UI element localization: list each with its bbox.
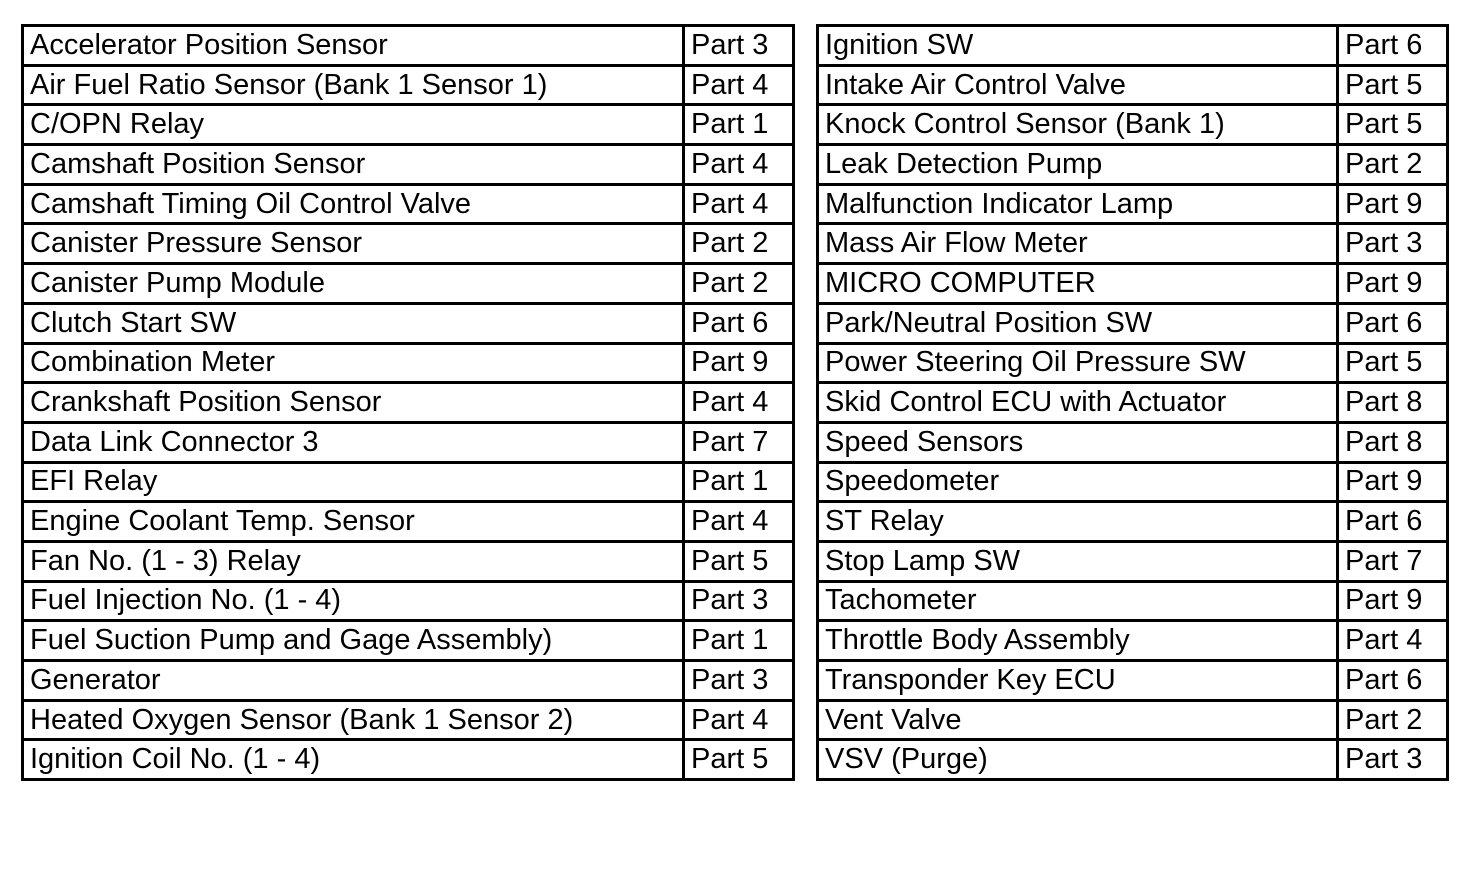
part-reference-cell: Part 1 [684, 462, 794, 502]
component-name-cell: Camshaft Timing Oil Control Valve [23, 184, 684, 224]
table-row [818, 462, 1448, 502]
component-name-cell: Air Fuel Ratio Sensor (Bank 1 Sensor 1) [23, 65, 684, 105]
component-name-cell: Mass Air Flow Meter [818, 224, 1338, 264]
table-row [818, 105, 1448, 145]
table-row [818, 661, 1448, 701]
part-reference-cell: Part 6 [1338, 303, 1448, 343]
component-name-cell: Camshaft Position Sensor [23, 145, 684, 185]
table-row [818, 184, 1448, 224]
part-reference-cell: Part 5 [684, 740, 794, 780]
part-reference-cell: Part 5 [1338, 343, 1448, 383]
table-row [818, 343, 1448, 383]
component-name-cell: Skid Control ECU with Actuator [818, 383, 1338, 423]
component-name-cell: Engine Coolant Temp. Sensor [23, 502, 684, 542]
table-row [23, 422, 794, 462]
part-reference-cell: Part 2 [1338, 700, 1448, 740]
part-reference-cell: Part 3 [684, 581, 794, 621]
component-name-cell: Accelerator Position Sensor [23, 26, 684, 66]
part-reference-cell: Part 5 [1338, 65, 1448, 105]
table-row [23, 264, 794, 304]
component-name-cell: Speed Sensors [818, 422, 1338, 462]
table-row [23, 462, 794, 502]
part-reference-cell: Part 4 [1338, 621, 1448, 661]
component-name-cell: Power Steering Oil Pressure SW [818, 343, 1338, 383]
table-row [23, 661, 794, 701]
component-name-cell: Ignition SW [818, 26, 1338, 66]
component-index-table-right [816, 24, 1449, 781]
component-name-cell: C/OPN Relay [23, 105, 684, 145]
table-row [23, 383, 794, 423]
part-reference-cell: Part 7 [1338, 541, 1448, 581]
component-name-cell: Park/Neutral Position SW [818, 303, 1338, 343]
table-row [23, 65, 794, 105]
table-row [23, 303, 794, 343]
component-index-table-left [21, 24, 795, 781]
component-name-cell: Ignition Coil No. (1 - 4) [23, 740, 684, 780]
part-reference-cell: Part 4 [684, 502, 794, 542]
part-reference-cell: Part 9 [684, 343, 794, 383]
table-left-body [23, 26, 794, 780]
part-reference-cell: Part 3 [1338, 224, 1448, 264]
component-name-cell: Transponder Key ECU [818, 661, 1338, 701]
part-reference-cell: Part 2 [1338, 145, 1448, 185]
component-name-cell: Crankshaft Position Sensor [23, 383, 684, 423]
table-row [818, 224, 1448, 264]
part-reference-cell: Part 3 [684, 26, 794, 66]
part-reference-cell: Part 4 [684, 184, 794, 224]
table-row [818, 26, 1448, 66]
table-row [23, 581, 794, 621]
part-reference-cell: Part 8 [1338, 422, 1448, 462]
component-name-cell: Fuel Injection No. (1 - 4) [23, 581, 684, 621]
component-name-cell: Throttle Body Assembly [818, 621, 1338, 661]
component-name-cell: ST Relay [818, 502, 1338, 542]
table-row [818, 621, 1448, 661]
part-reference-cell: Part 6 [684, 303, 794, 343]
table-row [818, 502, 1448, 542]
table-row [23, 184, 794, 224]
table-row [23, 740, 794, 780]
table-right-body [818, 26, 1448, 780]
component-name-cell: Leak Detection Pump [818, 145, 1338, 185]
component-name-cell: Intake Air Control Valve [818, 65, 1338, 105]
component-name-cell: Tachometer [818, 581, 1338, 621]
table-row [23, 700, 794, 740]
table-row [818, 145, 1448, 185]
table-row [818, 383, 1448, 423]
component-name-cell: Vent Valve [818, 700, 1338, 740]
table-row [23, 145, 794, 185]
part-reference-cell: Part 1 [684, 621, 794, 661]
part-reference-cell: Part 5 [1338, 105, 1448, 145]
component-name-cell: Knock Control Sensor (Bank 1) [818, 105, 1338, 145]
component-name-cell: Generator [23, 661, 684, 701]
part-reference-cell: Part 5 [684, 541, 794, 581]
table-row [23, 621, 794, 661]
component-name-cell: Combination Meter [23, 343, 684, 383]
component-name-cell: MICRO COMPUTER [818, 264, 1338, 304]
part-reference-cell: Part 6 [1338, 502, 1448, 542]
table-row [818, 264, 1448, 304]
part-reference-cell: Part 7 [684, 422, 794, 462]
part-reference-cell: Part 6 [1338, 26, 1448, 66]
component-name-cell: Speedometer [818, 462, 1338, 502]
table-row [23, 343, 794, 383]
table-row [818, 65, 1448, 105]
table-row [818, 740, 1448, 780]
part-reference-cell: Part 9 [1338, 462, 1448, 502]
table-row [23, 541, 794, 581]
table-row [818, 700, 1448, 740]
part-reference-cell: Part 8 [1338, 383, 1448, 423]
component-name-cell: Malfunction Indicator Lamp [818, 184, 1338, 224]
part-reference-cell: Part 4 [684, 383, 794, 423]
table-row [818, 581, 1448, 621]
table-row [23, 224, 794, 264]
part-reference-cell: Part 2 [684, 264, 794, 304]
component-name-cell: Data Link Connector 3 [23, 422, 684, 462]
component-name-cell: Stop Lamp SW [818, 541, 1338, 581]
table-row [818, 541, 1448, 581]
component-name-cell: EFI Relay [23, 462, 684, 502]
table-row [818, 422, 1448, 462]
component-name-cell: Fan No. (1 - 3) Relay [23, 541, 684, 581]
table-row [23, 502, 794, 542]
table-row [23, 105, 794, 145]
part-reference-cell: Part 6 [1338, 661, 1448, 701]
part-reference-cell: Part 9 [1338, 581, 1448, 621]
table-row [818, 303, 1448, 343]
part-reference-cell: Part 4 [684, 145, 794, 185]
component-name-cell: VSV (Purge) [818, 740, 1338, 780]
part-reference-cell: Part 3 [1338, 740, 1448, 780]
part-reference-cell: Part 9 [1338, 184, 1448, 224]
component-name-cell: Canister Pressure Sensor [23, 224, 684, 264]
part-reference-cell: Part 9 [1338, 264, 1448, 304]
part-reference-cell: Part 1 [684, 105, 794, 145]
component-name-cell: Fuel Suction Pump and Gage Assembly) [23, 621, 684, 661]
component-name-cell: Clutch Start SW [23, 303, 684, 343]
part-reference-cell: Part 3 [684, 661, 794, 701]
part-reference-cell: Part 4 [684, 65, 794, 105]
part-reference-cell: Part 2 [684, 224, 794, 264]
component-name-cell: Heated Oxygen Sensor (Bank 1 Sensor 2) [23, 700, 684, 740]
component-name-cell: Canister Pump Module [23, 264, 684, 304]
table-row [23, 26, 794, 66]
part-reference-cell: Part 4 [684, 700, 794, 740]
